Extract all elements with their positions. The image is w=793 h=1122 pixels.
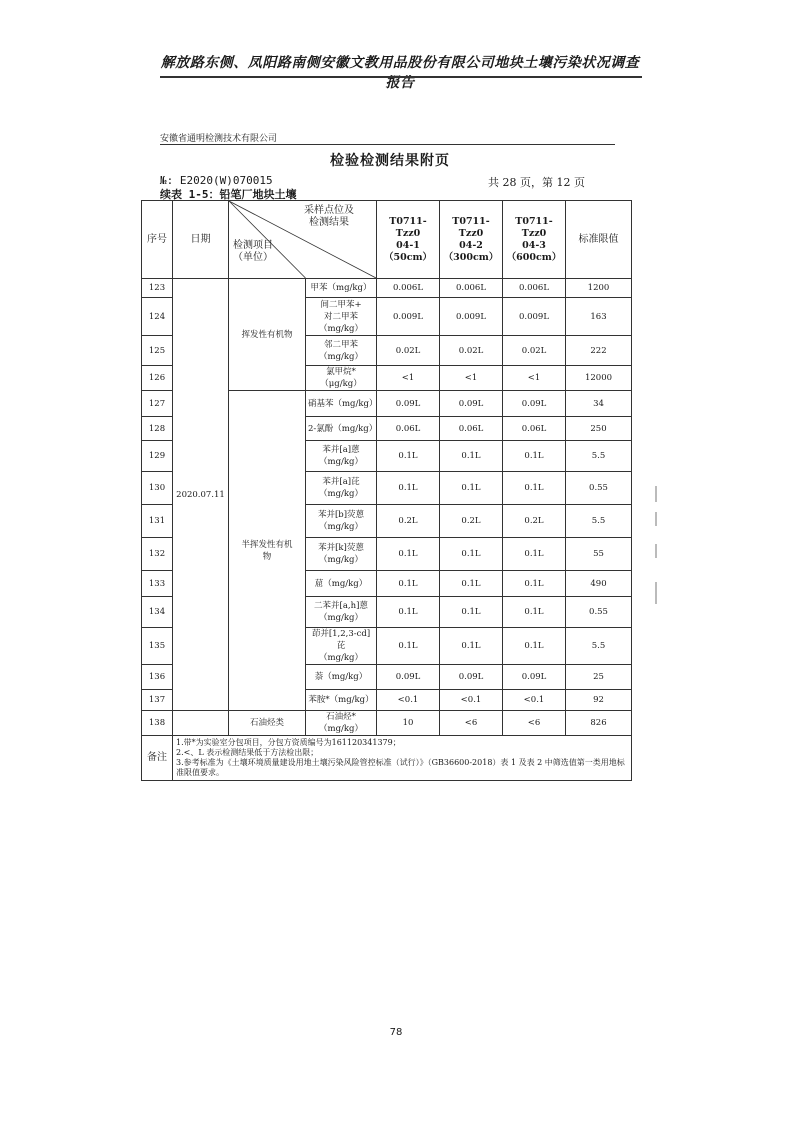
limit-cell: 55 — [566, 538, 632, 571]
note-3: 3.参考标准为《土壤环境质量建设用地土壤污染风险管控标准（试行）》（GB36600-2018）表 1 及表 2 中筛选值第一类用地标准限值要求。 — [176, 758, 625, 777]
result-sample-2: 0.09L — [440, 391, 503, 417]
result-sample-1: 0.1L — [377, 538, 440, 571]
header-sample-1-line-3: （50cm） — [383, 251, 433, 263]
result-sample-3: <0.1 — [503, 690, 566, 711]
item-cell — [306, 711, 377, 736]
item-cell — [306, 417, 377, 441]
item-line: （mg/kg） — [319, 724, 363, 734]
result-sample-2: 0.1L — [440, 538, 503, 571]
row-number: 131 — [142, 505, 173, 538]
date-cell-empty — [173, 711, 229, 736]
header-sample-2 — [440, 201, 503, 279]
item-line: （mg/kg） — [319, 653, 363, 663]
item-line: 2-氯酚（mg/kg） — [308, 423, 378, 434]
result-sample-3: 0.009L — [503, 298, 566, 336]
limit-cell: 250 — [566, 417, 632, 441]
note-2: 2.<、L 表示检测结果低于方法检出限； — [176, 748, 319, 757]
result-sample-1: 0.006L — [377, 279, 440, 298]
result-sample-3: 0.1L — [503, 472, 566, 505]
header-sample-3-line-2: 04-3 — [522, 239, 546, 251]
header-row — [142, 201, 632, 279]
header-seq: 序号 — [142, 201, 173, 279]
header-diagonal-cell — [229, 201, 377, 279]
result-sample-1: 0.1L — [377, 628, 440, 665]
result-sample-3: 0.2L — [503, 505, 566, 538]
row-number: 126 — [142, 366, 173, 391]
results-table-wrapper — [141, 200, 631, 781]
item-line: 硝基苯（mg/kg） — [308, 398, 378, 409]
scan-margin-marks — [652, 486, 660, 616]
result-sample-2: 0.1L — [440, 628, 503, 665]
item-cell — [306, 538, 377, 571]
results-table — [141, 200, 632, 781]
header-sample-2-line-2: 04-2 — [459, 239, 483, 251]
header-sample-2-line-3: （300cm） — [443, 251, 499, 263]
limit-cell: 222 — [566, 336, 632, 366]
result-sample-2: 0.1L — [440, 597, 503, 628]
header-sample-1 — [377, 201, 440, 279]
result-sample-3: 0.1L — [503, 441, 566, 472]
result-sample-3: 0.09L — [503, 391, 566, 417]
page-number: 78 — [389, 1027, 403, 1038]
result-sample-2: 0.009L — [440, 298, 503, 336]
item-line: （mg/kg） — [319, 351, 363, 362]
header-rule — [160, 76, 642, 78]
results-body — [142, 279, 632, 736]
item-cell — [306, 628, 377, 665]
diagonal-top-label — [304, 205, 354, 229]
item-line: （mg/kg） — [319, 489, 363, 499]
row-number: 133 — [142, 571, 173, 597]
result-sample-3: 0.1L — [503, 628, 566, 665]
header-sample-1-line-2: 04-1 — [396, 239, 420, 251]
company-name: 安徽省通明检测技术有限公司 — [160, 134, 278, 144]
row-number: 123 — [142, 279, 173, 298]
item-cell — [306, 366, 377, 391]
diagonal-top-line-1: 采样点位及 — [304, 205, 354, 216]
item-line: 苯胺*（mg/kg） — [308, 695, 374, 705]
result-sample-1: 0.06L — [377, 417, 440, 441]
item-line: （mg/kg） — [319, 613, 363, 623]
item-line: 氯甲烷*（μg/kg） — [320, 367, 362, 389]
result-sample-3: 0.006L — [503, 279, 566, 298]
category-semivolatile — [229, 391, 306, 711]
limit-cell: 34 — [566, 391, 632, 417]
result-sample-1: <1 — [377, 366, 440, 391]
result-sample-1: 0.09L — [377, 665, 440, 690]
row-number: 125 — [142, 336, 173, 366]
item-line: 䓛（mg/kg） — [314, 578, 368, 589]
result-sample-2: 0.09L — [440, 665, 503, 690]
limit-cell: 5.5 — [566, 505, 632, 538]
document-header: 解放路东侧、凤阳路南侧安徽文教用品股份有限公司地块土壤污染状况调查报告 — [160, 55, 640, 91]
item-line: 苯并[b]荧蒽 — [317, 510, 365, 520]
page-info: 共 28 页，第 12 页 — [488, 176, 585, 189]
item-cell — [306, 690, 377, 711]
item-cell — [306, 571, 377, 597]
category-semivolatile-line-1: 半挥发性有机 — [241, 539, 293, 550]
limit-cell: 0.55 — [566, 597, 632, 628]
row-number: 135 — [142, 628, 173, 665]
table-caption: 续表 1-5：铅笔厂地块土壤 — [160, 188, 297, 201]
result-sample-1: 0.009L — [377, 298, 440, 336]
row-number: 134 — [142, 597, 173, 628]
company-rule — [160, 144, 615, 145]
limit-cell: 163 — [566, 298, 632, 336]
item-line: 苯并[k]荧蒽 — [318, 543, 364, 553]
diagonal-bottom-label — [233, 240, 273, 264]
result-sample-3: 0.1L — [503, 597, 566, 628]
limit-cell: 5.5 — [566, 441, 632, 472]
diagonal-top-line-2: 检测结果 — [309, 217, 349, 228]
item-cell — [306, 391, 377, 417]
header-sample-2-line-1: T0711-Tzz0 — [452, 215, 490, 239]
item-line: 甲苯（mg/kg） — [310, 283, 372, 293]
result-sample-2: 0.06L — [440, 417, 503, 441]
result-sample-1: 10 — [377, 711, 440, 736]
result-sample-2: 0.1L — [440, 441, 503, 472]
item-line: 萘（mg/kg） — [314, 672, 368, 682]
item-cell — [306, 336, 377, 366]
result-sample-2: <0.1 — [440, 690, 503, 711]
report-number: №: E2020(W)070015 — [160, 174, 273, 187]
item-cell — [306, 298, 377, 336]
limit-cell: 490 — [566, 571, 632, 597]
item-line: 对二甲苯 — [323, 311, 358, 322]
note-1: 1.带*为实验室分包项目，分包方资质编号为161120341379； — [176, 738, 401, 747]
result-sample-1: 0.1L — [377, 472, 440, 505]
notes-row — [142, 736, 632, 781]
report-title: 检验检测结果附页 — [330, 153, 450, 169]
item-line: 邻二甲苯 — [323, 339, 358, 350]
header-sample-3 — [503, 201, 566, 279]
limit-cell: 5.5 — [566, 628, 632, 665]
result-sample-1: 0.02L — [377, 336, 440, 366]
date-cell: 2020.07.11 — [173, 279, 229, 711]
row-number: 128 — [142, 417, 173, 441]
row-number: 130 — [142, 472, 173, 505]
item-line: 苯并[a]蒽 — [322, 445, 360, 455]
result-sample-3: 0.09L — [503, 665, 566, 690]
header-sample-3-line-3: （600cm） — [506, 251, 562, 263]
limit-cell: 1200 — [566, 279, 632, 298]
item-line: 苯并[a]芘 — [322, 477, 360, 487]
result-sample-3: 0.02L — [503, 336, 566, 366]
result-sample-2: <1 — [440, 366, 503, 391]
category-petroleum: 石油烃类 — [229, 711, 306, 736]
item-line: （mg/kg） — [319, 457, 363, 467]
result-sample-3: 0.06L — [503, 417, 566, 441]
row-number: 124 — [142, 298, 173, 336]
table-row — [142, 279, 632, 298]
limit-cell: 826 — [566, 711, 632, 736]
diagonal-bottom-line-2: （单位） — [233, 252, 273, 263]
result-sample-1: 0.1L — [377, 571, 440, 597]
result-sample-2: <6 — [440, 711, 503, 736]
result-sample-3: 0.1L — [503, 571, 566, 597]
header-sample-3-line-1: T0711-Tzz0 — [515, 215, 553, 239]
header-sample-1-line-1: T0711-Tzz0 — [389, 215, 427, 239]
result-sample-3: <1 — [503, 366, 566, 391]
item-line: （mg/kg） — [319, 555, 363, 565]
limit-cell: 92 — [566, 690, 632, 711]
result-sample-1: 0.09L — [377, 391, 440, 417]
result-sample-3: <6 — [503, 711, 566, 736]
notes-label: 备注 — [142, 736, 173, 781]
item-line: （mg/kg） — [319, 522, 363, 532]
item-cell — [306, 472, 377, 505]
limit-cell: 25 — [566, 665, 632, 690]
item-cell — [306, 597, 377, 628]
item-cell — [306, 279, 377, 298]
category-volatile: 挥发性有机物 — [229, 279, 306, 391]
row-number: 129 — [142, 441, 173, 472]
row-number: 138 — [142, 711, 173, 736]
item-line: 二苯并[a,h]蒽 — [314, 601, 368, 611]
limit-cell: 0.55 — [566, 472, 632, 505]
result-sample-2: 0.1L — [440, 472, 503, 505]
diagonal-bottom-line-1: 检测项目 — [233, 240, 273, 251]
table-row — [142, 711, 632, 736]
item-line: 石油烃* — [326, 712, 356, 722]
category-semivolatile-line-2: 物 — [262, 551, 272, 562]
item-cell — [306, 505, 377, 538]
result-sample-1: 0.2L — [377, 505, 440, 538]
result-sample-1: 0.1L — [377, 597, 440, 628]
notes-content — [173, 736, 632, 781]
row-number: 132 — [142, 538, 173, 571]
row-number: 127 — [142, 391, 173, 417]
result-sample-2: 0.1L — [440, 571, 503, 597]
row-number: 136 — [142, 665, 173, 690]
result-sample-2: 0.2L — [440, 505, 503, 538]
item-line: 茚并[1,2,3-cd]芘 — [311, 629, 371, 651]
row-number: 137 — [142, 690, 173, 711]
item-line: 间二甲苯+ — [320, 299, 362, 310]
header-date: 日期 — [173, 201, 229, 279]
result-sample-3: 0.1L — [503, 538, 566, 571]
item-cell — [306, 441, 377, 472]
item-line: （mg/kg） — [319, 323, 363, 334]
result-sample-2: 0.006L — [440, 279, 503, 298]
item-cell — [306, 665, 377, 690]
header-limit: 标准限值 — [566, 201, 632, 279]
result-sample-2: 0.02L — [440, 336, 503, 366]
result-sample-1: 0.1L — [377, 441, 440, 472]
limit-cell: 12000 — [566, 366, 632, 391]
result-sample-1: <0.1 — [377, 690, 440, 711]
